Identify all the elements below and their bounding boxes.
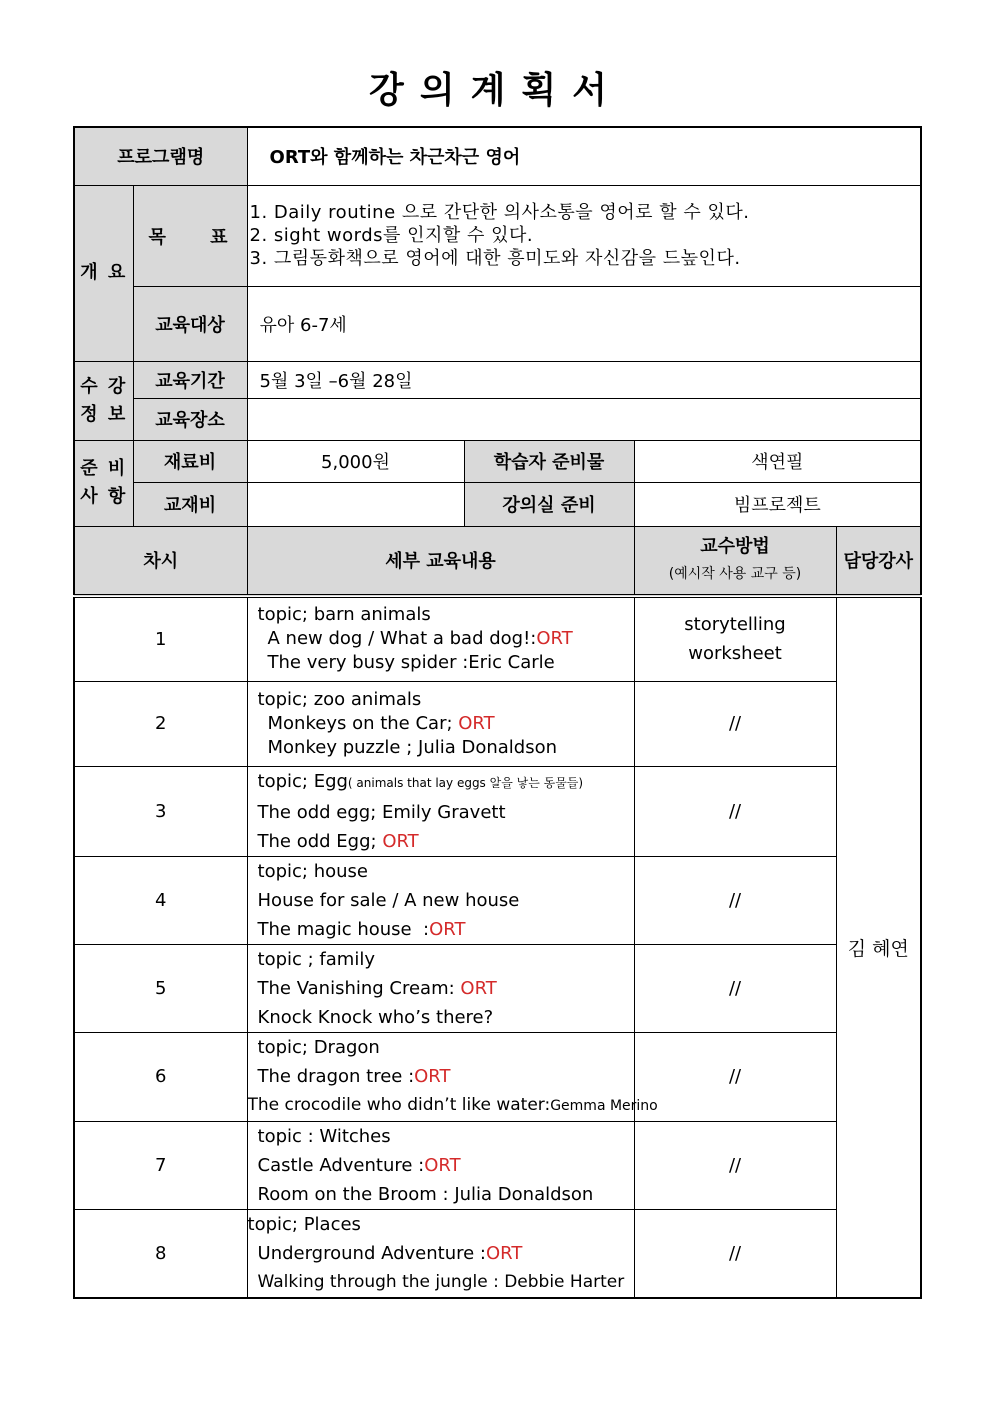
session-method: // (634, 766, 836, 856)
instructor-header: 담당강사 (836, 526, 921, 596)
session-row (74, 1032, 921, 1121)
program-name-label: 프로그램명 (74, 127, 247, 185)
session-content: topic : Witches Castle Adventure :ORT Room on the Broom : Julia Donaldson (247, 1121, 634, 1209)
classroom-prep-value: 빔프로젝트 (634, 482, 921, 526)
lecture-plan-table (73, 126, 922, 1299)
session-number: 5 (74, 944, 247, 1032)
method-header: 교수방법 (예시작 사용 교구 등) (634, 526, 836, 596)
goal-item: 1. Daily routine 으로 간단한 의사소통을 영어로 할 수 있다. (249, 202, 750, 223)
textbook-fee-value (247, 482, 464, 526)
session-row (74, 1121, 921, 1209)
session-method: // (634, 856, 836, 944)
session-content: topic; Dragon The dragon tree :ORT The crocodile who didn’t like water:Gemma Merino (247, 1032, 634, 1121)
place-value (247, 398, 921, 440)
material-fee-label: 재료비 (133, 440, 247, 482)
session-method: storytelling worksheet (634, 596, 836, 681)
instructor-name: 김 혜연 (836, 596, 921, 1298)
session-row (74, 944, 921, 1032)
session-content: topic ; family The Vanishing Cream: ORT Knock Knock who’s there? (247, 944, 634, 1032)
session-number: 7 (74, 1121, 247, 1209)
session-content: topic; zoo animals Monkeys on the Car; ORT Monkey puzzle ; Julia Donaldson (247, 681, 634, 766)
overview-group-label: 개 요 (74, 185, 133, 361)
session-method: // (634, 1032, 836, 1121)
period-label: 교육기간 (133, 361, 247, 398)
session-method: // (634, 681, 836, 766)
session-number: 2 (74, 681, 247, 766)
session-row (74, 856, 921, 944)
goal-label: 목 표 (133, 185, 247, 286)
session-row (74, 596, 921, 681)
prep-group-label: 준 비 사 항 (74, 440, 133, 526)
learner-prep-value: 색연필 (634, 440, 921, 482)
period-value: 5월 3일 –6월 28일 (247, 361, 921, 398)
session-method: // (634, 944, 836, 1032)
course-info-group-label: 수 강 정 보 (74, 361, 133, 440)
content-header: 세부 교육내용 (247, 526, 634, 596)
learner-prep-label: 학습자 준비물 (464, 440, 634, 482)
session-method: // (634, 1121, 836, 1209)
session-number: 6 (74, 1032, 247, 1121)
program-name-value: ORT와 함께하는 차근차근 영어 (247, 127, 921, 185)
classroom-prep-label: 강의실 준비 (464, 482, 634, 526)
textbook-fee-label: 교재비 (133, 482, 247, 526)
session-row (74, 681, 921, 766)
document-title: 강의계획서 (369, 70, 623, 111)
session-content: topic; barn animals A new dog / What a bad dog!:ORT The very busy spider :Eric Carle (247, 596, 634, 681)
session-number: 3 (74, 766, 247, 856)
session-content: topic; Places Underground Adventure :ORT Walking through the jungle : Debbie Harter (247, 1209, 634, 1298)
target-value: 유아 6-7세 (247, 286, 921, 361)
session-row (74, 766, 921, 856)
session-row (74, 1209, 921, 1298)
place-label: 교육장소 (133, 398, 247, 440)
goal-item: 2. sight words를 인지할 수 있다. (249, 225, 534, 246)
session-header: 차시 (74, 526, 247, 596)
session-number: 8 (74, 1209, 247, 1298)
session-method: // (634, 1209, 836, 1298)
material-fee-value: 5,000원 (247, 440, 464, 482)
goal-item: 3. 그림동화책으로 영어에 대한 흥미도와 자신감을 드높인다. (249, 248, 741, 269)
goals-cell (247, 185, 921, 286)
session-content: topic; house House for sale / A new house The magic house :ORT (247, 856, 634, 944)
target-label: 교육대상 (133, 286, 247, 361)
session-number: 4 (74, 856, 247, 944)
session-number: 1 (74, 596, 247, 681)
session-content: topic; Egg( animals that lay eggs 알을 낳는 동물들) The odd egg; Emily Gravett The odd Egg; ORT (247, 766, 634, 856)
